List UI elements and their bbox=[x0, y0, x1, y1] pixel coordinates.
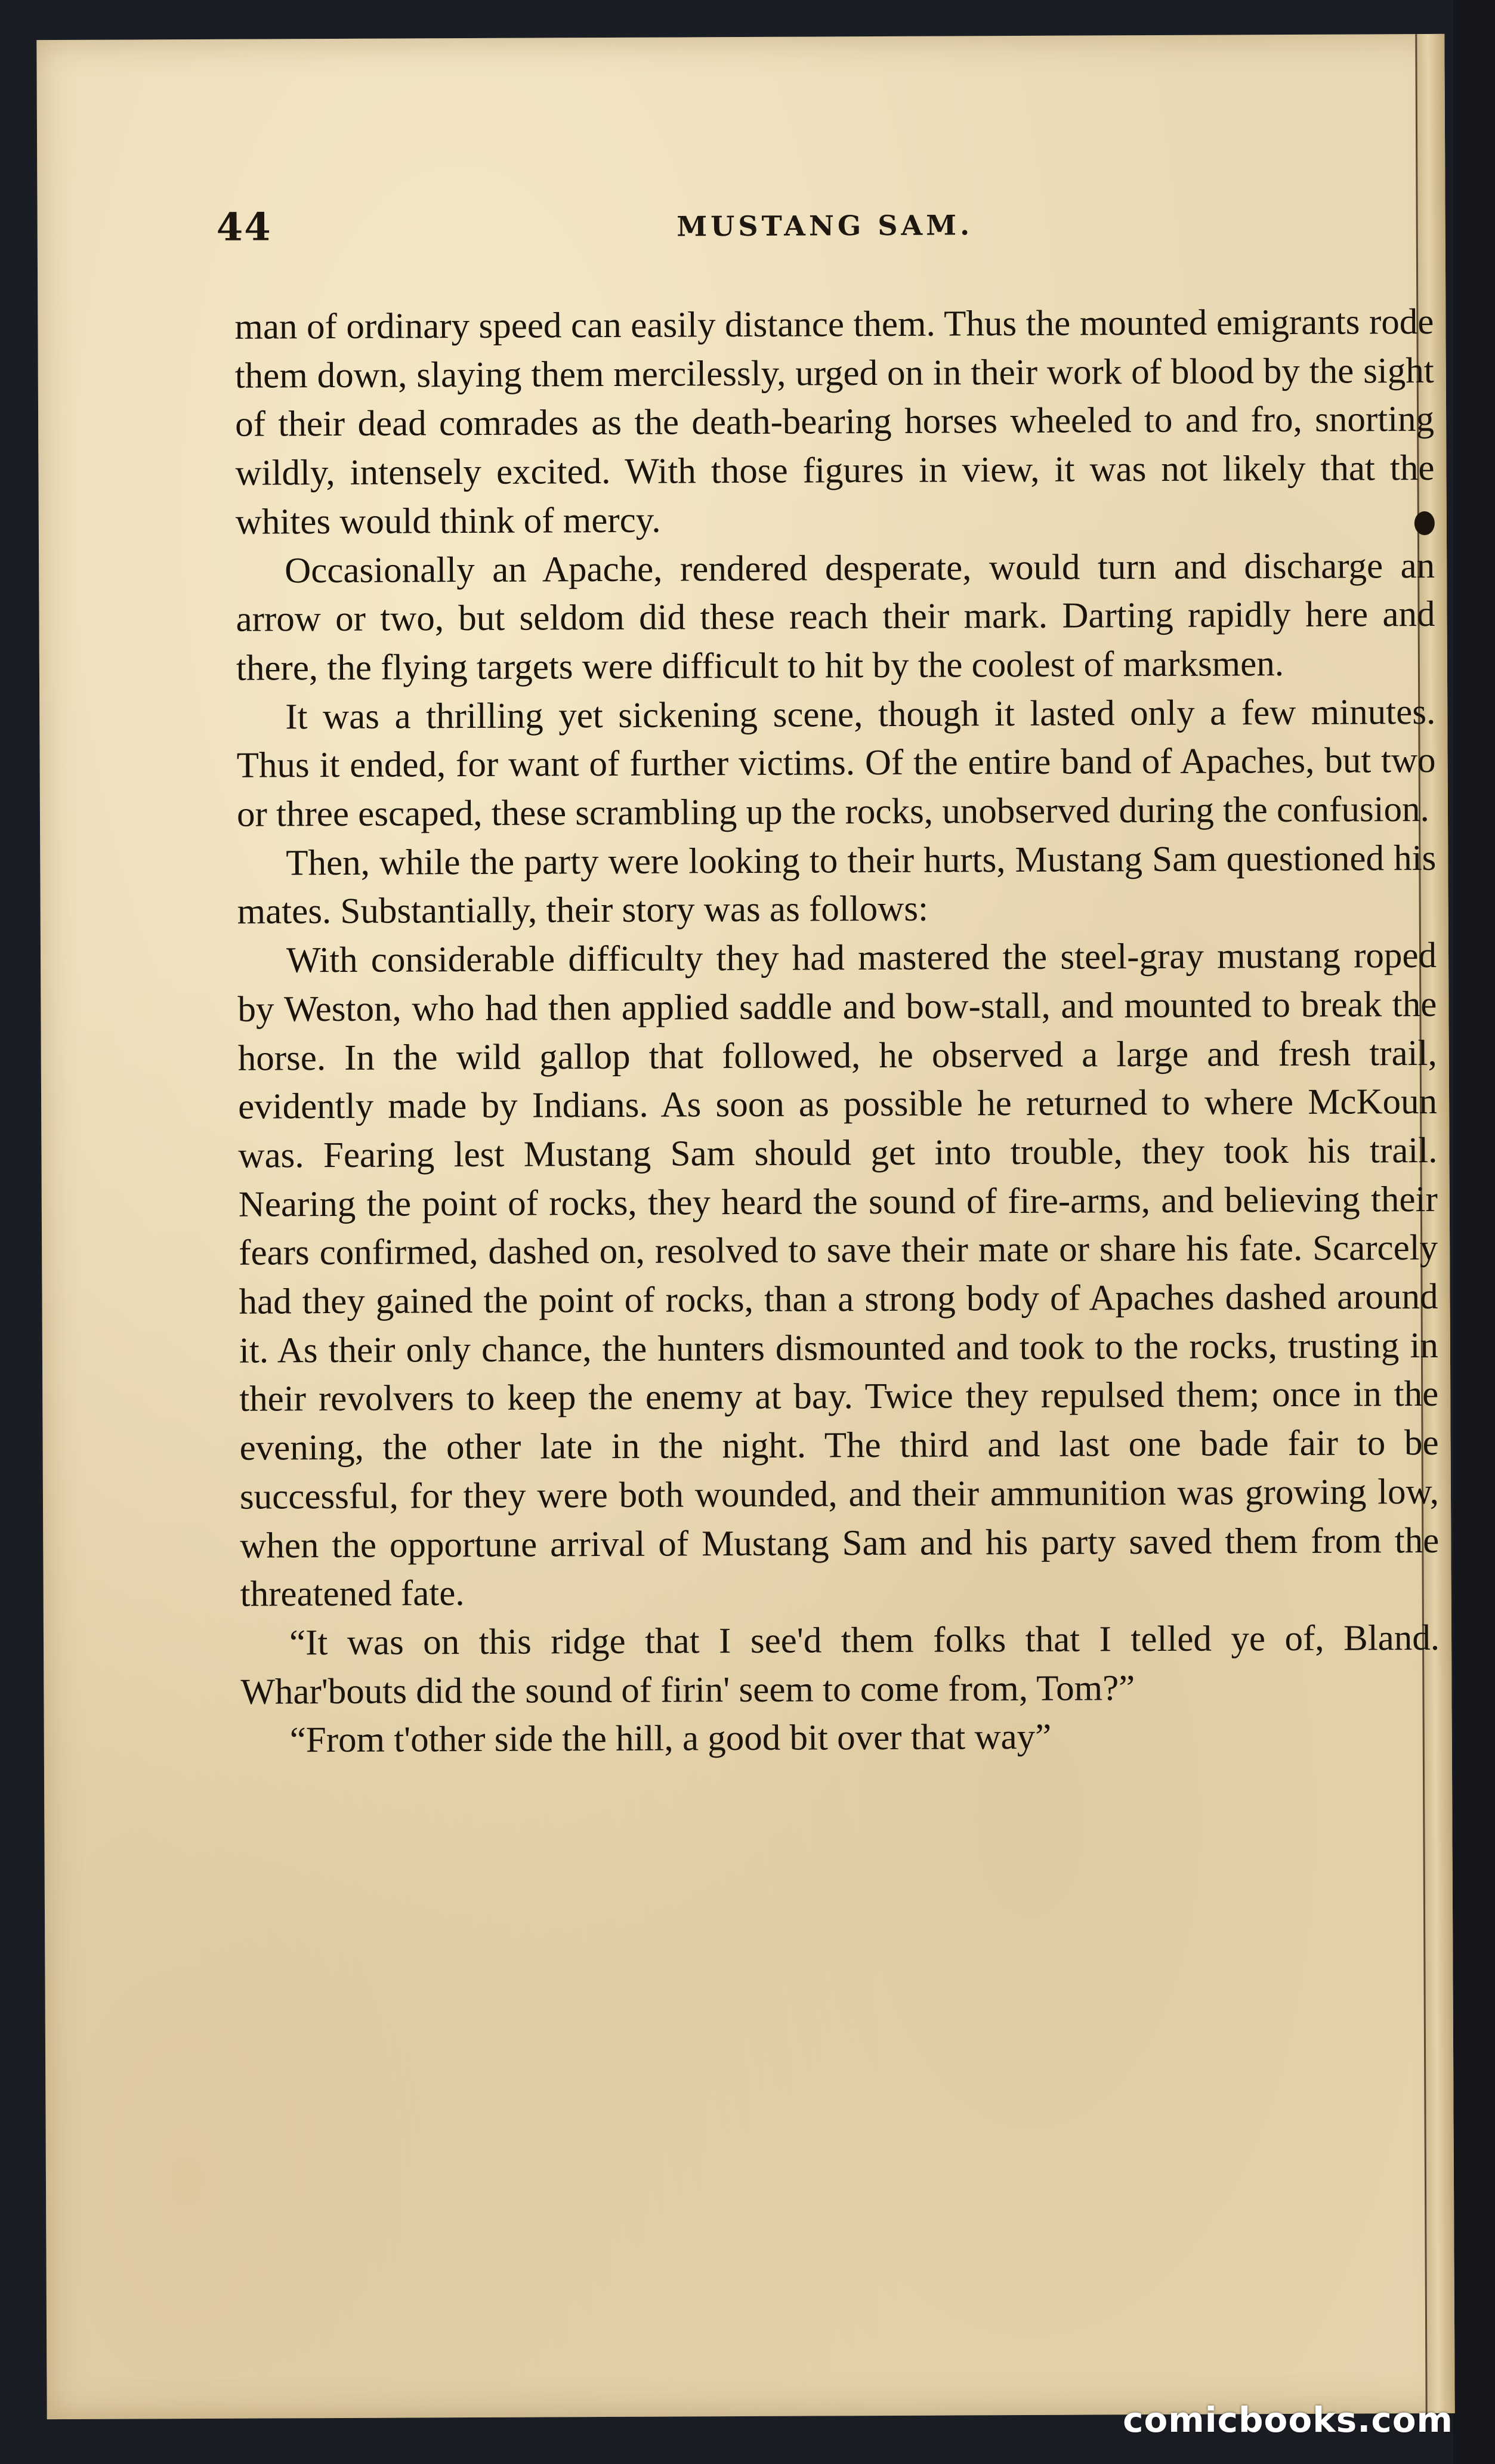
paragraph: man of ordinary speed can easily distance them. Thus the mounted emigrants rode them down, slaying them mercilessly, urged on in their work of blood by the sight of their dead comrades as the death-bearing horses wheeled to and fro, snorting wildly, intensely excited. With those figures in view, it was not likely that the whites would think of mercy. bbox=[234, 301, 1435, 542]
page-number: 44 bbox=[216, 205, 272, 250]
paragraph: Then, while the party were looking to their hurts, Mustang Sam questioned his mates. Substantially, their story was as follows: bbox=[237, 838, 1437, 933]
site-watermark: comicbooks.com bbox=[1123, 2400, 1453, 2440]
paragraph: “It was on this ridge that I see'd them folks that I telled ye of, Bland. Whar'bouts did the sound of firin' seem to come from, Tom?” bbox=[240, 1617, 1440, 1712]
paragraph: With considerable difficulty they had mastered the steel-gray mustang roped by Weston, who had then applied saddle and bow-stall, and mounted to break the horse. In the wild gallop that followed, he observed a large and fresh trail, evidently made by Indians. As soon as possible he returned to where McKoun was. Fearing lest Mustang Sam should get into trouble, they took his trail. Nearing the point of rocks, they heard the sound of fire-arms, and believing their fears confirmed, dashed on, resolved to save their mate or share his fate. Scarcely had they gained the point of rocks, than a strong body of Apaches dashed around it. As their only chance, the hunters dismounted and took to the rocks, trusting in their revolvers to keep the enemy at bay. Twice they repulsed them; once in the evening, the other late in the night. The third and last one bade fair to be successful, for they were both wounded, and their ammunition was growing low, when the opportune arrival of Mustang Sam and his party saved them from the threatened fate. bbox=[237, 935, 1440, 1614]
page-header bbox=[217, 200, 1434, 253]
page-body-text bbox=[234, 298, 1440, 1765]
paragraph: Occasionally an Apache, rendered desperate, would turn and discharge an arrow or two, but seldom did these reach their mark. Darting rapidly here and there, the flying targets were difficult to hit by the coolest of marksmen. bbox=[236, 545, 1435, 688]
scanner-background bbox=[1453, 0, 1495, 2464]
book-page bbox=[36, 34, 1454, 2419]
paragraph: It was a thrilling yet sickening scene, though it lasted only a few minutes. Thus it ended, for want of further victims. Of the entire band of Apaches, but two or three escaped, these scrambling up the rocks, unobserved during the confusion. bbox=[236, 691, 1436, 835]
running-title: MUSTANG SAM. bbox=[677, 209, 974, 243]
paragraph: “From t'other side the hill, a good bit over that way” bbox=[289, 1717, 1052, 1761]
